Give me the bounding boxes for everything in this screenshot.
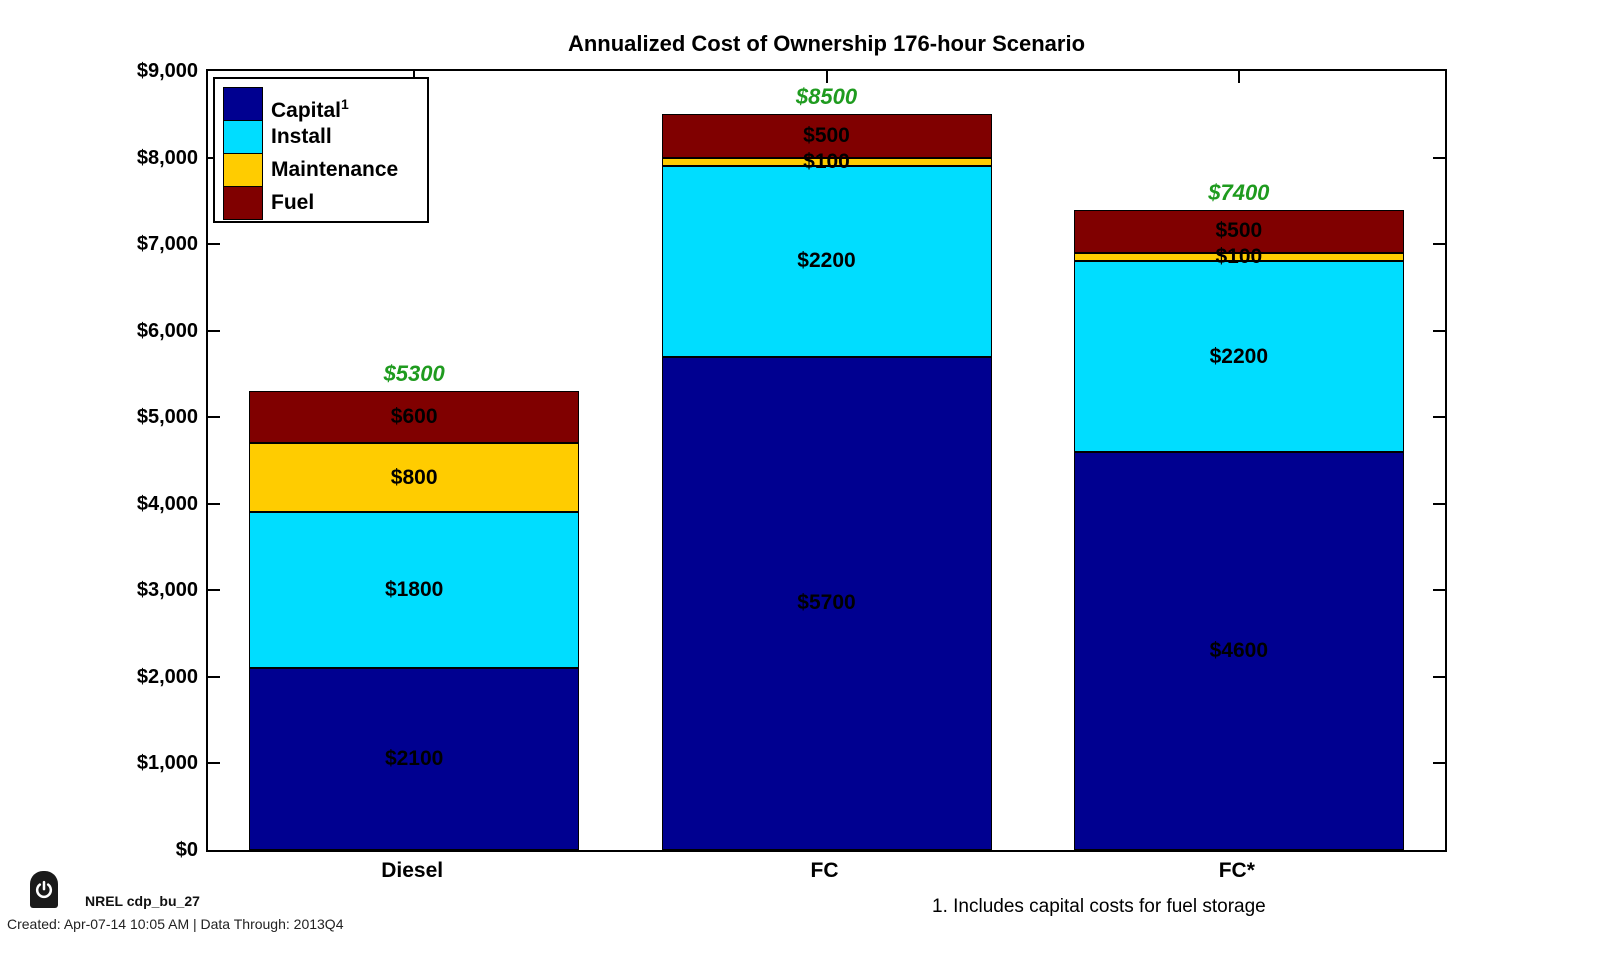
segment-value-label: $4600 (1209, 638, 1269, 662)
y-tick-right (1433, 243, 1445, 245)
bar-Diesel (249, 361, 579, 850)
y-tick-right (1433, 589, 1445, 591)
bar-FC* (1074, 179, 1404, 851)
x-category-label: FC (810, 859, 839, 882)
segment-value-label: $100 (803, 149, 850, 173)
segment-value-label: $2200 (797, 249, 856, 273)
created-timestamp: Created: Apr-07-14 10:05 AM | Data Through: 2013Q4 (7, 916, 344, 932)
legend-label-capital: Capital$^1$ (271, 96, 349, 122)
y-tick-left (208, 762, 220, 764)
x-category-label: FC* (1218, 859, 1255, 882)
chart-title: Annualized Cost of Ownership 176-hour Scenario (567, 31, 1086, 56)
power-icon (30, 871, 58, 908)
segment-value-label: $1800 (384, 578, 444, 602)
y-tick-label: $1,000 (136, 752, 198, 775)
x-tick-top (826, 71, 828, 83)
bar-total-label: $8500 (795, 84, 858, 110)
y-tick-right (1433, 503, 1445, 505)
y-tick-left (208, 503, 220, 505)
y-tick-right (1433, 157, 1445, 159)
x-category-label: Diesel (381, 859, 444, 882)
footnote: 1. Includes capital costs for fuel storage (932, 896, 1266, 917)
segment-value-label: $100 (1215, 245, 1263, 269)
legend-superscript: 1 (341, 96, 349, 112)
legend-label-maintenance: Maintenance (271, 158, 399, 181)
bar-FC (662, 84, 992, 850)
watermark-label: NREL cdp_bu_27 (85, 893, 200, 909)
y-tick-label: $6,000 (136, 319, 198, 342)
y-tick-right (1433, 416, 1445, 418)
segment-value-label: $2200 (1209, 344, 1269, 368)
y-tick-label: $5,000 (136, 406, 198, 429)
segment-value-label: $500 (803, 123, 850, 147)
y-tick-label: $4,000 (136, 492, 198, 515)
segment-value-label: $800 (390, 465, 438, 489)
y-tick-right (1433, 676, 1445, 678)
y-tick-left (208, 416, 220, 418)
y-tick-left (208, 330, 220, 332)
y-tick-left (208, 243, 220, 245)
bar-total-label: $5300 (383, 361, 445, 387)
y-tick-label: $2,000 (136, 665, 198, 688)
bar-total-label: $7400 (1208, 179, 1270, 205)
y-tick-right (1433, 330, 1445, 332)
y-tick-label: $0 (175, 839, 198, 861)
y-tick-label: $3,000 (136, 579, 198, 602)
y-tick-right (1433, 762, 1445, 764)
legend-label-install: Install (271, 125, 332, 148)
legend-label-fuel: Fuel (271, 191, 315, 214)
legend (213, 77, 429, 223)
segment-value-label: $5700 (797, 591, 856, 615)
x-tick-top (1238, 71, 1240, 83)
y-tick-label: $7,000 (136, 233, 198, 256)
legend-swatch-fuel (223, 186, 263, 220)
segment-value-label: $600 (390, 405, 438, 429)
y-tick-label: $9,000 (136, 60, 198, 82)
segment-value-label: $500 (1215, 219, 1263, 243)
legend-swatch-capital (223, 87, 263, 121)
legend-swatch-maintenance (223, 153, 263, 187)
y-tick-left (208, 589, 220, 591)
y-tick-label: $8,000 (136, 146, 198, 169)
segment-value-label: $2100 (384, 747, 444, 771)
legend-swatch-install (223, 120, 263, 154)
y-tick-left (208, 676, 220, 678)
